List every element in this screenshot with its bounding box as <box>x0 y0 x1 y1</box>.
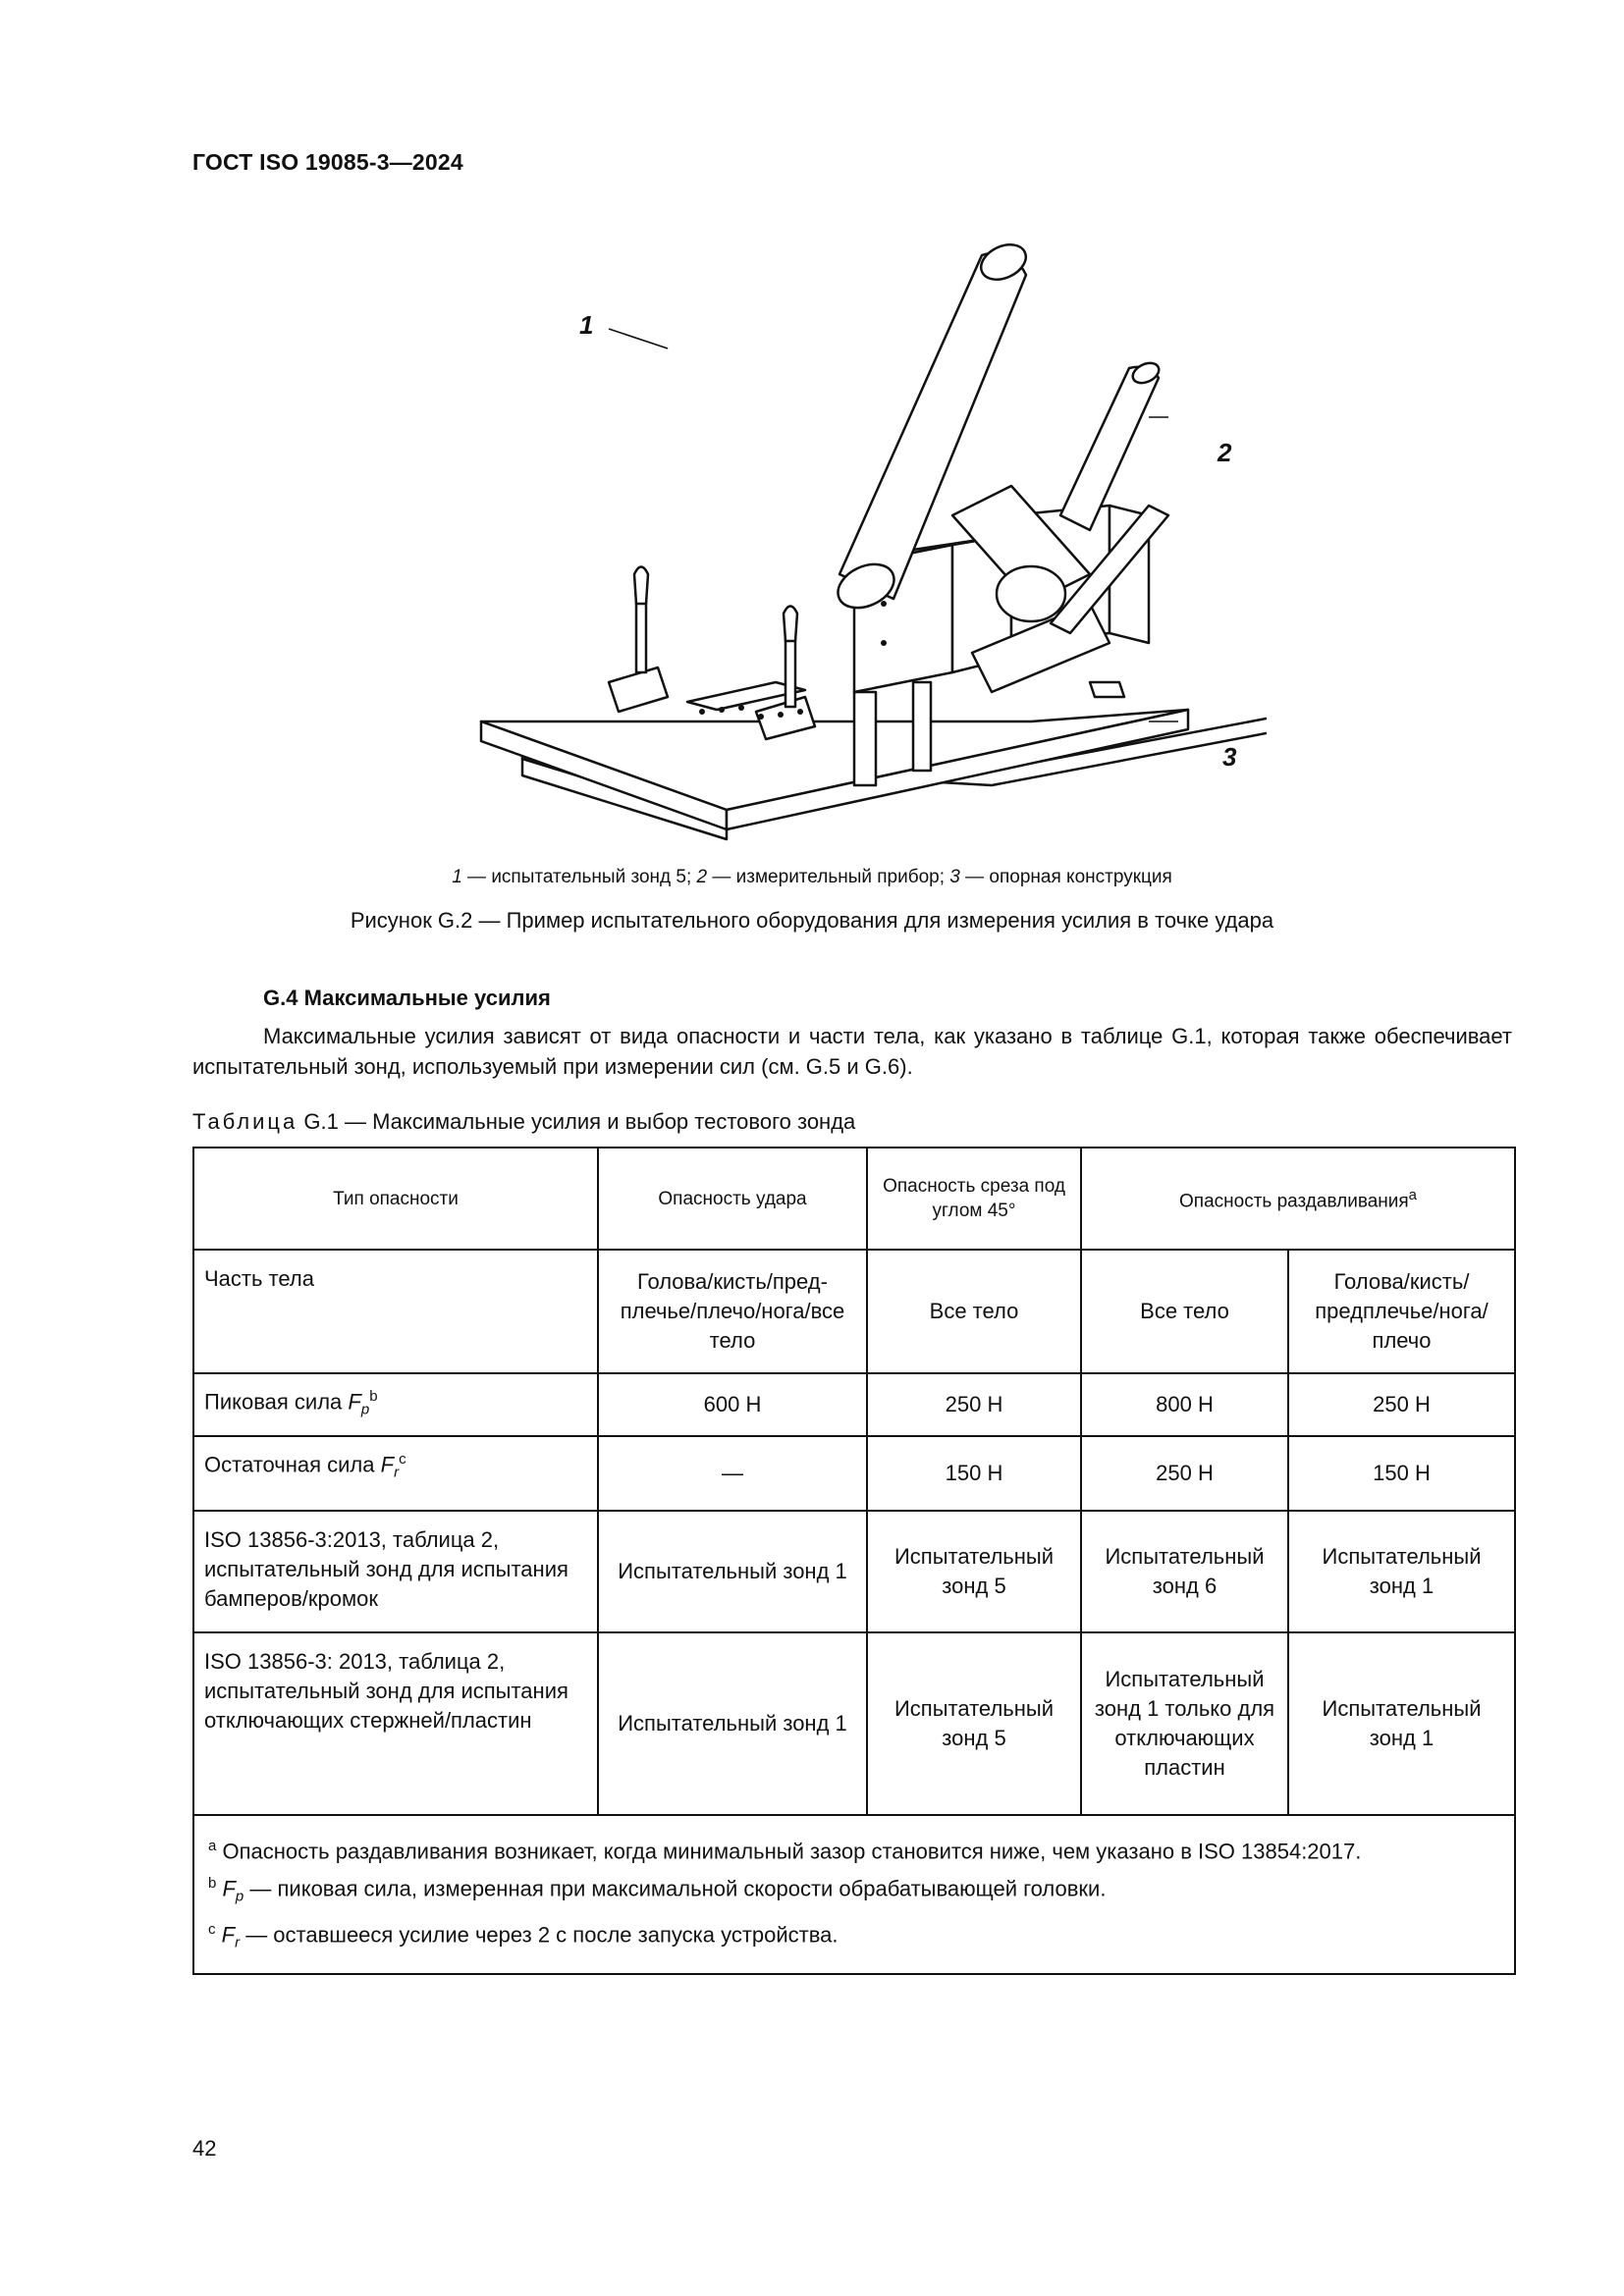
measuring-device <box>1060 359 1162 530</box>
max-forces-table <box>192 1147 1516 1975</box>
footnote-b: $^b$ $F_p$ — пиковая сила, измеренная при максимальной скорости обрабатывающей головки. <box>208 1875 1107 1906</box>
header-shear: Опасность среза под углом 45° <box>867 1148 1081 1250</box>
figure-legend: 1 — испытательный зонд 5; 2 — измерительный прибор; 3 — опорная конструкция <box>452 867 1172 887</box>
callout-1: 1 <box>579 310 594 340</box>
figure-caption: Рисунок G.2 — Пример испытательного оборудования для измерения усилия в точке удара <box>350 908 1274 933</box>
table-caption: Таблица G.1 — Максимальные усилия и выбор тестового зонда <box>192 1109 856 1134</box>
header-impact: Опасность удара <box>598 1148 867 1250</box>
table-row: Пиковая сила $F_p^b$ 600 Н 250 Н 800 Н 250 Н <box>193 1373 1515 1436</box>
footnote-c: $^c$ $F_r$ — оставшееся усилие через 2 с после запуска устройства. <box>208 1921 839 1951</box>
table-row: ISO 13856-3:2013, таблица 2, испытательный зонд для испытания бамперов/кромок Испытательный зонд 1 Испытательный зонд 5 Испытательный зонд 6 Испытательный зонд 1 <box>193 1511 1515 1632</box>
page-number: 42 <box>192 2136 217 2161</box>
section-title: G.4 Максимальные усилия <box>263 986 551 1010</box>
table-row: Остаточная сила $F_r^c$ — 150 Н 250 Н 150 Н <box>193 1436 1515 1511</box>
table-footnotes <box>193 1815 1515 1974</box>
table-row: Часть тела Голова/кисть/пред-плечье/плечо/нога/все тело Все тело Все тело Голова/кисть/предплечье/нога/плечо <box>193 1250 1515 1373</box>
post <box>854 692 876 785</box>
table-row: ISO 13856-3: 2013, таблица 2, испытательный зонд для испытания отключающих стержней/пластин Испытательный зонд 1 Испытательный зонд 5 Испытательный зонд 1 только для отключающих пластин Испытательный зонд 1 <box>193 1632 1515 1815</box>
callout-2: 2 <box>1218 438 1232 467</box>
document-header: ГОСТ ISO 19085-3—2024 <box>192 149 463 175</box>
header-crush: Опасность раздавливания$^a$ <box>1081 1148 1515 1250</box>
callout-3: 3 <box>1222 742 1237 772</box>
section-paragraph: Максимальные усилия зависят от вида опасности и части тела, как указано в таблице G.1, которая также обеспечивает испытательный зонд, используемый при измерении сил (см. G.5 и G.6). <box>192 1024 1512 1079</box>
table-notes-row <box>193 1815 1515 1974</box>
header-hazard-type: Тип опасности <box>193 1148 598 1250</box>
left-clamp <box>609 667 668 712</box>
test-equipment-drawing <box>461 221 1267 849</box>
footnote-a: $^a$ Опасность раздавливания возникает, когда минимальный зазор становится ниже, чем указано в ISO 13854:2017. <box>208 1838 1362 1864</box>
table-header-row <box>193 1148 1515 1250</box>
